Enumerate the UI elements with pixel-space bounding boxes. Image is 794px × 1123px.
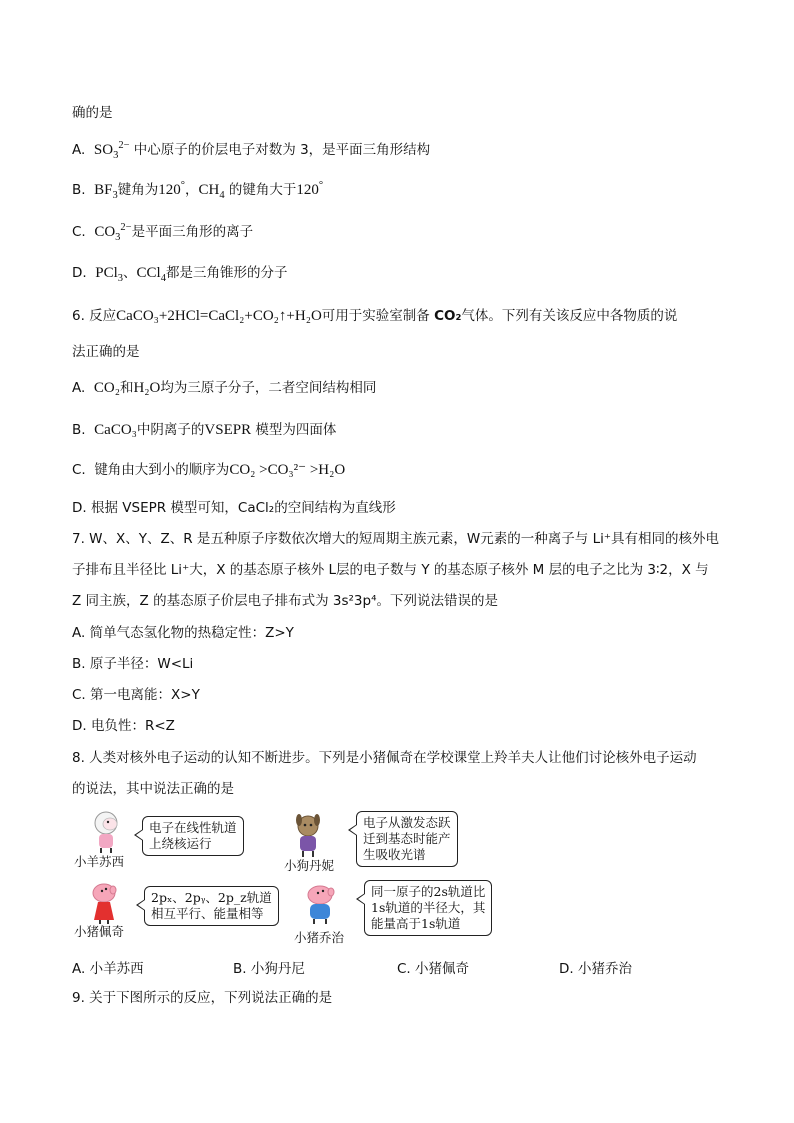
dog-character-icon [288, 812, 328, 858]
speech-bubble-george: 同一原子的2s轨道比 1s轨道的半径大，其 能量高于1s轨道 [364, 880, 492, 936]
q6-option-d: D. 根据 VSEPR 模型可知，CaCl₂的空间结构为直线形 [72, 500, 396, 516]
q5-option-d: D. PCl$_3$、CCl$_4$都是三角锥形的分子 [72, 265, 288, 284]
character-name-danny: 小狗丹妮 [284, 858, 335, 873]
speech-bubble-peppa: 2pₓ、2pᵧ、2p_z轨道 相互平行、能量相等 [144, 886, 279, 926]
q8-option-a: A. 小羊苏西 [72, 961, 144, 977]
george-pig-character-icon [300, 882, 344, 926]
q8-option-d: D. 小猪乔治 [559, 961, 632, 977]
q7-stem-line2: 子排布且半径比 Li⁺大，X 的基态原子核外 L层的电子数与 Y 的基态原子核外 M 层的电子之比为 3∶2，X 与 [72, 562, 709, 578]
character-name-george: 小猪乔治 [294, 930, 345, 945]
q6-stem-line2: 法正确的是 [72, 344, 140, 360]
q5-option-b: B. $BF_3$键角为120°，$CH_4$ 的键角大于120° [72, 180, 324, 201]
q6-stem-line1: 6. 反应CaCO₃+2HCl=CaCl₂+CO₂↑+H₂O可用于实验室制备 CO₂气体。下列有关该反应中各物质的说 [72, 308, 678, 324]
q8-option-b: B. 小狗丹尼 [233, 961, 305, 977]
q5-option-a: A. $SO_3^{2-}$ 中心原子的价层电子对数为 3，是平面三角形结构 [72, 140, 431, 161]
q6-option-c: C. 键角由大到小的顺序为CO₂ >CO₃²⁻ >H₂O [72, 462, 346, 478]
character-name-peppa: 小猪佩奇 [74, 924, 125, 939]
pig-character-icon [84, 880, 124, 924]
q9-stem: 9. 关于下图所示的反应，下列说法正确的是 [72, 990, 333, 1006]
q7-option-a: A. 简单气态氢化物的热稳定性：Z>Y [72, 625, 294, 641]
q6-option-b: B. CaCO₃中阴离子的VSEPR 模型为四面体 [72, 422, 337, 438]
q7-option-b: B. 原子半径：W<Li [72, 656, 194, 672]
q8-option-c: C. 小猪佩奇 [397, 961, 470, 977]
q6-option-a: A. CO₂和H₂O均为三原子分子，二者空间结构相同 [72, 380, 377, 396]
q8-figure [72, 808, 522, 948]
speech-bubble-danny: 电子从激发态跃 迁到基态时能产 生吸收光谱 [356, 811, 458, 867]
q5-option-c: C. $CO_3^{2-}$是平面三角形的离子 [72, 222, 254, 243]
sheep-character-icon [86, 810, 126, 854]
q7-option-c: C. 第一电离能：X>Y [72, 687, 200, 703]
q8-options [72, 957, 732, 975]
q7-option-d: D. 电负性：R<Z [72, 718, 175, 734]
character-name-suzy: 小羊苏西 [74, 854, 125, 869]
question-continuation: 确的是 [72, 105, 113, 121]
q8-stem-line2: 的说法，其中说法正确的是 [72, 781, 234, 797]
q7-stem-line1: 7. W、X、Y、Z、R 是五种原子序数依次增大的短周期主族元素，W元素的一种离子与 Li⁺具有相同的核外电 [72, 531, 719, 547]
q7-stem-line3: Z 同主族，Z 的基态原子价层电子排布式为 3s²3p⁴。下列说法错误的是 [72, 593, 498, 609]
q8-stem-line1: 8. 人类对核外电子运动的认知不断进步。下列是小猪佩奇在学校课堂上羚羊夫人让他们讨论核外电子运动 [72, 750, 697, 766]
speech-bubble-suzy: 电子在线性轨道 上绕核运行 [142, 816, 244, 856]
